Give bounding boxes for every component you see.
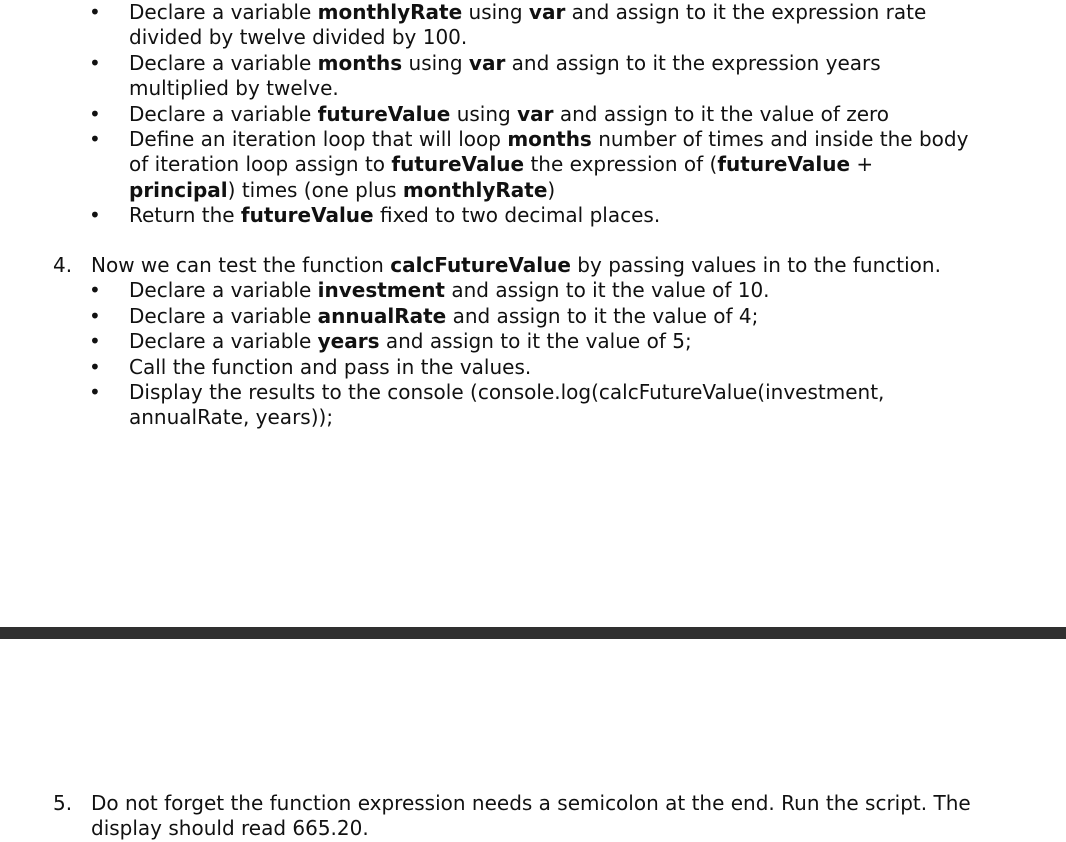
step-3-bullet-list <box>0 0 979 229</box>
text: + <box>850 152 880 177</box>
list-item-return <box>0 203 979 228</box>
keyword: monthlyRate <box>317 0 463 24</box>
keyword: years <box>317 329 380 354</box>
step-5 <box>0 791 1066 842</box>
keyword: futureValue <box>240 203 374 228</box>
list-item-monthly-rate <box>0 0 979 51</box>
text: Call the function and pass in the values. <box>129 354 532 379</box>
keyword: months <box>507 127 592 152</box>
text: and assign to it the expression rate divided by twelve divided by 100. <box>129 0 933 50</box>
text: Declare a variable <box>129 50 318 75</box>
text: using <box>462 0 529 24</box>
text: Declare a variable <box>129 329 318 354</box>
step-5-text: Do not forget the function expression needs a semicolon at the end. Run the script. The display should read 665.20. <box>91 791 971 841</box>
page-divider <box>0 627 1066 639</box>
keyword: monthlyRate <box>402 177 548 202</box>
text: ) <box>547 177 556 202</box>
list-item-years <box>0 329 979 354</box>
step-4-bullet-list <box>0 278 1066 430</box>
list-item-future-value <box>0 102 979 127</box>
list-item-investment <box>0 278 979 303</box>
text: Declare a variable <box>129 278 318 303</box>
keyword: var <box>517 101 554 126</box>
text: Display the results to the console (console.log(calcFutureValue(investment, annualRate, years)); <box>129 380 891 430</box>
text: Declare a variable <box>129 101 318 126</box>
keyword: futureValue <box>717 152 851 177</box>
step-4 <box>0 253 1066 431</box>
text: Return the <box>129 203 241 228</box>
text: using <box>402 50 469 75</box>
text: number of times and inside the body of iteration loop assign to <box>129 127 975 177</box>
step-number: 5. <box>53 791 73 815</box>
step-number: 4. <box>53 253 73 277</box>
keyword: var <box>468 50 506 75</box>
text: and assign to it the value of zero <box>553 101 890 126</box>
text: by passing values in to the function. <box>570 253 941 277</box>
text: and assign to it the value of 4; <box>446 303 759 328</box>
list-item-annual-rate <box>0 304 979 329</box>
text: and assign to it the value of 5; <box>379 329 692 354</box>
text: Define an iteration loop that will loop <box>129 127 508 152</box>
list-item-iteration-loop <box>0 127 979 203</box>
text: and assign to it the value of 10. <box>445 278 770 303</box>
list-item-months <box>0 51 979 102</box>
keyword: principal <box>129 177 228 202</box>
keyword: months <box>317 50 403 75</box>
text: Declare a variable <box>129 303 318 328</box>
text: Now we can test the function <box>91 253 391 277</box>
step-4-intro <box>0 253 991 278</box>
text: the expression of ( <box>524 152 718 177</box>
keyword: futureValue <box>317 101 451 126</box>
keyword: var <box>528 0 566 24</box>
text: using <box>450 101 518 126</box>
text: fixed to two decimal places. <box>373 203 661 228</box>
text: Declare a variable <box>129 0 318 24</box>
list-item-display-results <box>0 380 979 431</box>
text: and assign to it the expression years multiplied by twelve. <box>129 50 888 101</box>
keyword: annualRate <box>317 303 447 328</box>
list-item-call-function <box>0 355 979 380</box>
keyword: investment <box>317 278 445 303</box>
keyword: calcFutureValue <box>390 253 571 277</box>
keyword: futureValue <box>391 152 525 177</box>
text: ) times (one plus <box>227 177 403 202</box>
